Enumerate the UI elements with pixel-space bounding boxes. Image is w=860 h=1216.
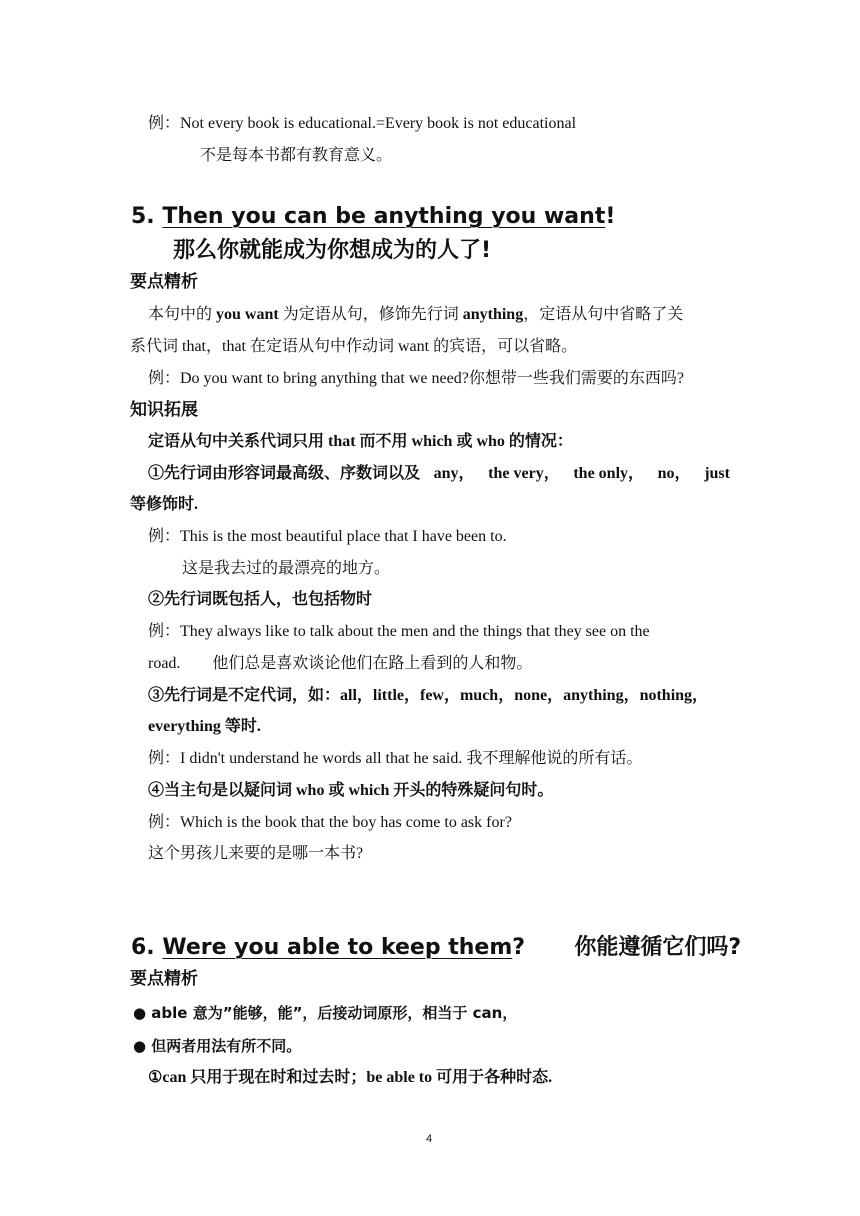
section-5-title: Then you can be anything you want [162,204,606,229]
text-segment: 为定语从句，修饰先行词 [278,306,463,323]
example-translation: 这个男孩儿来要的是哪一本书? [148,845,364,862]
example-translation: 这是我去过的最漂亮的地方。 [182,560,391,577]
section-6-translation: 你能遵循它们吗? [574,935,742,960]
example-translation: 不是每本书都有教育意义。 [200,147,393,164]
example-line: 例：This is the most beautiful place that I have been to. [148,528,507,545]
section-5-heading [131,202,615,232]
rule-1-word: the very， [488,465,560,482]
example-line: 例：Not every book is educational.=Every book is not educational [148,115,577,132]
rule-1-word: no， [657,465,691,482]
section-6-title: Were you able to keep them [162,935,513,960]
bullet-difference: ● 但两者用法有所不同。 [133,1037,302,1055]
key-points-heading: 要点精析 [130,969,198,989]
example-line: 例：Do you want to bring anything that we need?你想带一些我们需要的东西吗? [148,370,684,387]
paragraph-line: 系代词 that，that 在定语从句中作动词 want 的宾语，可以省略。 [130,338,578,355]
key-points-heading: 要点精析 [130,272,198,292]
section-5-subtitle: 那么你就能成为你想成为的人了! [173,238,492,263]
rule-3: ③先行词是不定代词，如：all，little，few，much，none，anything，nothing， [148,687,709,704]
example-continuation: road. 他们总是喜欢谈论他们在路上看到的人和物。 [148,655,533,672]
section-5-number: 5. [131,204,155,229]
text-segment: 本句中的 [148,306,217,323]
rule-1-word: the only， [573,465,645,482]
rule-2: ②先行词既包括人，也包括物时 [148,591,373,608]
bullet-able: ● able 意为”能够，能”，后接动词原形，相当于 can， [133,1004,518,1022]
rule-1-word: just [704,465,730,482]
bold-term: you want [216,306,279,323]
knowledge-extension-heading: 知识拓展 [130,400,198,420]
rule-1-word: any， [433,465,475,482]
page-number: 4 [426,1133,433,1145]
section-6-punct: ? [512,935,526,960]
text-segment: ，定语从句中省略了关 [523,306,684,323]
section-6-heading [131,933,741,963]
paragraph-relative-clause [148,304,683,326]
example-line: 例：Which is the book that the boy has come to ask for? [148,814,512,831]
example-line: 例：They always like to talk about the men and the things that they see on the [148,623,650,640]
rule-3-continuation: everything 等时. [148,718,261,735]
rule-1 [148,463,730,485]
rule-4: ④当主句是以疑问词 who 或 which 开头的特殊疑问句时。 [148,782,554,799]
section-6-number: 6. [131,935,155,960]
usage-rule-1: ①can 只用于现在时和过去时；be able to 可用于各种时态. [148,1069,553,1086]
section-5-punct: ! [605,204,616,229]
rule-intro: 定语从句中关系代词只用 that 而不用 which 或 who 的情况： [148,433,573,450]
rule-1-label: ①先行词由形容词最高级、序数词以及 [148,465,421,482]
example-line: 例：I didn't understand he words all that he said. 我不理解他说的所有话。 [148,750,643,767]
rule-1-continuation: 等修饰时. [130,496,199,513]
bold-term: anything [462,306,524,323]
